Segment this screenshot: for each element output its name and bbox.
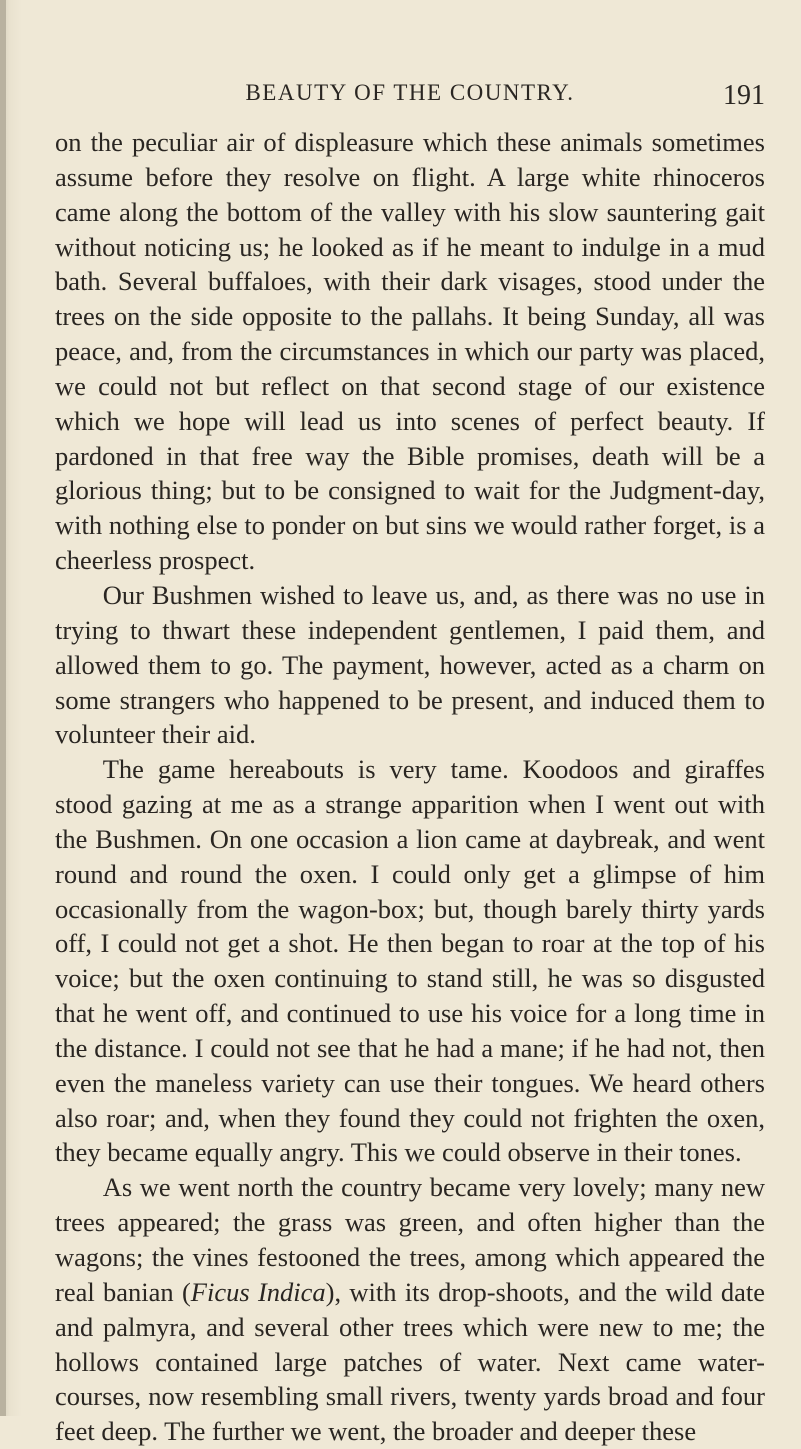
paragraph-4-italic-term: Ficus Indica xyxy=(190,1276,326,1307)
paragraph-1: on the peculiar air of displeasure which these animals sometimes assume before they resolve on flight. A large white rhinoceros came along the bottom of the valley with his slow sauntering gait without noticing us; he looked as if he meant to indulge in a mud bath. Several buffaloes, with their dark visages, stood under the trees on the side opposite to the pallahs. It being Sunday, all was peace, and, from the circumstances in which our party was placed, we could not but reflect on that second stage of our existence which we hope will lead us into scenes of perfect beauty. If pardoned in that free way the Bible promises, death will be a glorious thing; but to be consigned to wait for the Judgment-day, with nothing else to ponder on but sins we would rather forget, is a cheerless prospect. xyxy=(55,127,765,576)
paragraph-4-text-after: ), with its drop-shoots, and the wild date and palmyra, and several other trees which were new to me; the hollows contained large patches of water. Next came water-courses, now resembling small rivers, twenty yards broad and four feet deep. The further we went, the broader and deeper these xyxy=(55,1276,765,1447)
paragraph-4 xyxy=(55,1170,765,1449)
paragraph-2: Our Bushmen wished to leave us, and, as there was no use in trying to thwart these independent gentlemen, I paid them, and allowed them to go. The payment, however, acted as a charm on some strangers who happened to be present, and induced them to volunteer their aid. xyxy=(55,579,765,750)
page-number: 191 xyxy=(723,80,765,111)
running-title: BEAUTY OF THE COUNTRY. xyxy=(245,80,575,105)
body-text xyxy=(55,125,765,1449)
paragraph-3: The game hereabouts is very tame. Koodoos and giraffes stood gazing at me as a strange apparition when I went out with the Bushmen. On one occasion a lion came at daybreak, and went round and round the oxen. I could only get a glimpse of him occasionally from the wagon-box; but, though barely thirty yards off, I could not get a shot. He then began to roar at the top of his voice; but the oxen continuing to stand still, he was so disgusted that he went off, and continued to use his voice for a long time in the distance. I could not see that he had a mane; if he had not, then even the maneless variety can use their tongues. We heard others also roar; and, when they found they could not frighten the oxen, they became equally angry. This we could observe in their tones. xyxy=(55,754,765,1168)
page-gutter-edge xyxy=(0,0,6,1416)
paragraph-4-text-before: As we went north the country became very lovely; many new trees appeared; the grass was green, and often higher than the wagons; the vines festooned the trees, among which appeared the real banian ( xyxy=(55,1172,765,1307)
running-head xyxy=(55,80,765,114)
